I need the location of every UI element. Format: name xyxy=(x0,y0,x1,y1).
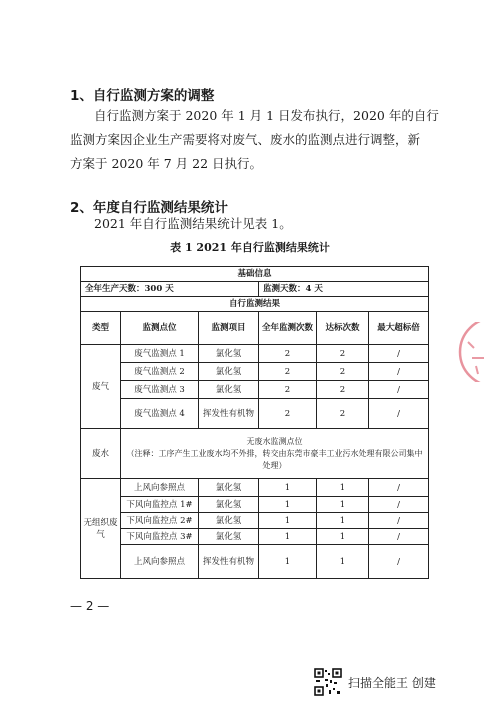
wastewater-line-1: 无废水监测点位 xyxy=(246,436,303,446)
type-cell: 无组织废气 xyxy=(81,479,121,579)
max-cell: / xyxy=(369,399,429,429)
section-1-paragraph xyxy=(70,104,442,176)
max-cell: / xyxy=(369,497,429,513)
basic-info-header: 基础信息 xyxy=(81,267,429,282)
count-cell: 2 xyxy=(259,363,317,381)
production-days: 全年生产天数：300 天 xyxy=(81,282,259,297)
point-cell: 下风向监控点 3# xyxy=(121,529,199,545)
wastewater-note xyxy=(121,429,429,479)
scanner-brand-label: 扫描全能王 创建 xyxy=(348,676,436,690)
paragraph-line: 2021 年自行监测结果统计见表 1。 xyxy=(94,216,292,231)
pass-cell: 1 xyxy=(317,497,369,513)
paragraph-line: 监测方案因企业生产需要将对废气、废水的监测点进行调整，新 xyxy=(70,132,421,147)
point-cell: 废气监测点 2 xyxy=(121,363,199,381)
item-cell: 氯化氢 xyxy=(199,345,259,363)
column-header: 最大超标倍 xyxy=(369,312,429,345)
column-header: 全年监测次数 xyxy=(259,312,317,345)
max-cell: / xyxy=(369,479,429,497)
item-cell: 氯化氢 xyxy=(199,529,259,545)
column-header: 达标次数 xyxy=(317,312,369,345)
pass-cell: 2 xyxy=(317,345,369,363)
count-cell: 2 xyxy=(259,345,317,363)
max-cell: / xyxy=(369,545,429,579)
column-header: 监测项目 xyxy=(199,312,259,345)
max-cell: / xyxy=(369,513,429,529)
count-cell: 2 xyxy=(259,381,317,399)
count-cell: 1 xyxy=(259,479,317,497)
item-cell: 氯化氢 xyxy=(199,363,259,381)
point-cell: 废气监测点 3 xyxy=(121,381,199,399)
item-cell: 氯化氢 xyxy=(199,479,259,497)
section-2-paragraph xyxy=(94,212,466,236)
monitoring-days: 监测天数：4 天 xyxy=(259,282,429,297)
results-header: 自行监测结果 xyxy=(81,297,429,312)
point-cell: 废气监测点 1 xyxy=(121,345,199,363)
point-cell: 上风向参照点 xyxy=(121,545,199,579)
count-cell: 1 xyxy=(259,545,317,579)
pass-cell: 2 xyxy=(317,363,369,381)
column-header: 监测点位 xyxy=(121,312,199,345)
type-cell: 废水 xyxy=(81,429,121,479)
max-cell: / xyxy=(369,381,429,399)
count-cell: 2 xyxy=(259,399,317,429)
red-seal-stamp-icon xyxy=(454,322,500,382)
item-cell: 氯化氢 xyxy=(199,513,259,529)
count-cell: 1 xyxy=(259,513,317,529)
point-cell: 下风向监控点 2# xyxy=(121,513,199,529)
item-cell: 挥发性有机物 xyxy=(199,545,259,579)
page-number: — 2 — xyxy=(70,599,110,613)
paragraph-line: 自行监测方案于 2020 年 1 月 1 日发布执行，2020 年的自行 xyxy=(94,108,439,123)
count-cell: 1 xyxy=(259,497,317,513)
item-cell: 氯化氢 xyxy=(199,497,259,513)
type-cell: 废气 xyxy=(81,345,121,429)
qr-code-icon xyxy=(314,668,342,696)
wastewater-line-2: （注释：工序产生工业废水均不外排，转交由东莞市豪丰工业污水处理有限公司集中处理） xyxy=(126,448,423,470)
monitoring-results-table xyxy=(80,266,429,579)
pass-cell: 2 xyxy=(317,381,369,399)
max-cell: / xyxy=(369,529,429,545)
count-cell: 1 xyxy=(259,529,317,545)
pass-cell: 1 xyxy=(317,545,369,579)
point-cell: 废气监测点 4 xyxy=(121,399,199,429)
column-header: 类型 xyxy=(81,312,121,345)
item-cell: 氯化氢 xyxy=(199,381,259,399)
pass-cell: 2 xyxy=(317,399,369,429)
pass-cell: 1 xyxy=(317,479,369,497)
item-cell: 挥发性有机物 xyxy=(199,399,259,429)
section-2-heading: 2、年度自行监测结果统计 xyxy=(70,200,228,216)
table-caption: 表 1 2021 年自行监测结果统计 xyxy=(170,241,330,254)
pass-cell: 1 xyxy=(317,513,369,529)
point-cell: 下风向监控点 1# xyxy=(121,497,199,513)
paragraph-line: 方案于 2020 年 7 月 22 日执行。 xyxy=(70,156,263,171)
pass-cell: 1 xyxy=(317,529,369,545)
point-cell: 上风向参照点 xyxy=(121,479,199,497)
max-cell: / xyxy=(369,363,429,381)
max-cell: / xyxy=(369,345,429,363)
section-1-heading: 1、自行监测方案的调整 xyxy=(70,88,215,104)
